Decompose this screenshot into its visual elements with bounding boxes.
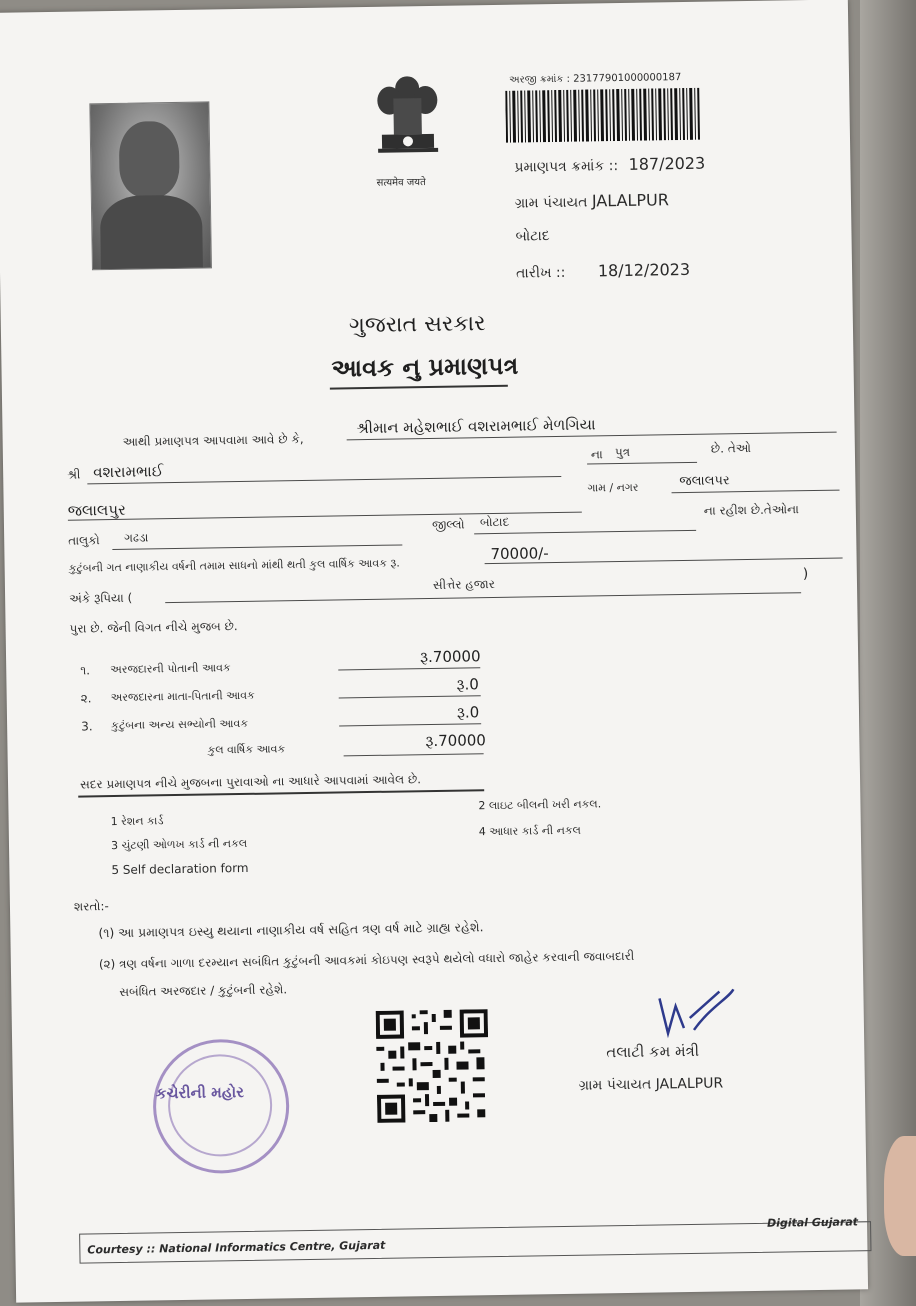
issue-date <box>516 260 690 282</box>
signatory-title: તલાટી કમ મંત્રી <box>606 1041 700 1062</box>
condition-1: (૧) આ પ્રમાણપત્ર ઇસ્યુ થયાના નાણાકીય વર્ષ સહિત ત્રણ વર્ષ માટે ગ્રાહ્ય રહેશે. <box>98 919 484 941</box>
panchayat-label: ગ્રામ પંચાયત <box>514 194 588 212</box>
proof-heading: સદર પ્રમાણપત્ર નીચે મુજબના પુરાવાઓ ના આધારે આપવામાં આવેલ છે. <box>79 772 422 792</box>
condition-2b: સબંધિત અરજદાર / કુટુંબની રહેશે. <box>119 982 288 999</box>
item-3-label: કુટુંબના અન્ય સભ્યોની આવક <box>111 716 249 733</box>
item-2-label: અરજદારના માતા-પિતાની આવક <box>110 688 255 705</box>
item-2-line <box>339 695 481 698</box>
che-teo: છે. તેઓ <box>710 440 752 456</box>
background-edge <box>860 0 916 1306</box>
qr-code <box>376 1009 490 1123</box>
proof-2: 2 લાઇટ બીલની ખરી નકલ. <box>478 797 602 813</box>
proof-3: 3 ચુંટણી ઓળખ કાર્ડ ની નકલ <box>110 836 248 853</box>
item-1-number: ૧. <box>80 663 91 678</box>
condition-2a: (૨) ત્રણ વર્ષના ગાળા દરમ્યાન સબંધિત કુટુંબની આવકમાં કોઇપણ સ્વરૂપે થયેલો વધારો જાહેર કરવાની જવાબદારી <box>98 948 635 972</box>
certificate-number-value: 187/2023 <box>628 153 706 174</box>
district-top: બોટાદ <box>515 228 550 245</box>
certificate-number <box>514 154 705 176</box>
details-text: પુરા છે. જેની વિગત નીચે મુજબ છે. <box>69 619 238 636</box>
item-1-value: રૂ.70000 <box>419 647 481 667</box>
taluka-label: તાલુકો <box>68 533 100 548</box>
father-name: વશરામભાઈ <box>93 462 164 482</box>
total-value: રૂ.70000 <box>425 731 487 751</box>
panchayat <box>515 190 669 211</box>
item-1-line <box>338 667 480 670</box>
issue-date-label: તારીખ :: <box>515 264 566 282</box>
putra-line <box>587 462 697 465</box>
signatory-office: ગ્રામ પંચાયત JALALPUR <box>578 1075 724 1094</box>
words-prefix: અંકે રૂપિયા ( <box>69 590 133 606</box>
signature <box>649 987 740 1044</box>
application-number: અરજી ક્રમાંક : 23177901000000187 <box>508 72 682 86</box>
footer-courtesy: Courtesy :: National Informatics Centre, Gujarat <box>87 1238 386 1257</box>
title-underline <box>330 385 508 390</box>
village-label: ગામ / નગર <box>587 480 639 495</box>
resident-text: ના રહીશ છે.તેઓના <box>703 502 800 518</box>
item-2-value: રૂ.0 <box>456 675 479 694</box>
district-line <box>474 530 696 534</box>
state-emblem-icon <box>367 70 449 171</box>
proof-5: 5 Self declaration form <box>111 860 249 878</box>
item-3-value: રૂ.0 <box>456 703 480 722</box>
proof-1: 1 રેશન કાર્ડ <box>110 814 164 829</box>
proof-4: 4 આધાર કાર્ડ ની નકલ <box>478 823 582 839</box>
conditions-label: શરતો:- <box>73 899 109 914</box>
item-3-line <box>339 723 481 726</box>
application-number-value: 23177901000000187 <box>573 72 682 85</box>
application-number-label: અરજી ક્રમાંક <box>508 73 564 86</box>
applicant-photo <box>89 101 212 270</box>
district-name: બોટાદ <box>479 514 510 530</box>
government-title: ગુજરાત સરકાર <box>348 311 486 339</box>
office-seal <box>152 1038 290 1174</box>
words-suffix: ) <box>802 566 809 583</box>
shri-label: શ્રી <box>67 467 81 482</box>
family-income-text: કુટુંબની ગત નાણાકીય વર્ષની તમામ સાધનો માંથી થતી કુલ વાર્ષિક આવક રૂ. <box>68 556 400 575</box>
village-name-line2: જલાલપુર <box>67 500 126 520</box>
district-label: જીલ્લો <box>431 517 465 532</box>
total-line <box>344 753 484 756</box>
thumb <box>884 1136 916 1256</box>
item-2-number: ૨. <box>80 691 92 706</box>
panchayat-name: JALALPUR <box>591 190 669 211</box>
income-words-line <box>165 592 801 603</box>
taluka-line <box>112 544 402 550</box>
emblem-caption: सत्यमेव जयते <box>376 177 426 189</box>
putra: પુત્ર <box>614 444 631 460</box>
document-title: આવક નુ પ્રમાણપત્ર <box>331 350 519 383</box>
footer-digital-gujarat: Digital Gujarat <box>766 1215 859 1230</box>
total-label: કુલ વાર્ષિક આવક <box>207 742 286 757</box>
item-3-number: 3. <box>81 719 93 734</box>
line1-prefix: આથી પ્રમાણપત્ર આપવામા આવે છે કે, <box>122 431 304 449</box>
income-words: સીત્તેર હજાર <box>432 577 495 592</box>
applicant-name: શ્રીમાન મહેશભાઈ વશરામભાઈ મેળગિયા <box>356 415 596 438</box>
barcode <box>505 88 702 143</box>
taluka-name: ગઢડા <box>124 530 149 545</box>
issue-date-value: 18/12/2023 <box>597 259 691 281</box>
village-line <box>672 490 840 494</box>
income-amount: 70000/- <box>490 544 549 564</box>
office-seal-text: કચેરીની મહોર <box>155 1083 245 1103</box>
village-name: જલાલપર <box>679 473 730 490</box>
certificate-number-label: પ્રમાણપત્ર ક્રમાંક :: <box>514 158 619 176</box>
item-1-label: અરજદારની પોતાની આવક <box>110 661 231 677</box>
na-prefix: ના <box>590 447 603 462</box>
